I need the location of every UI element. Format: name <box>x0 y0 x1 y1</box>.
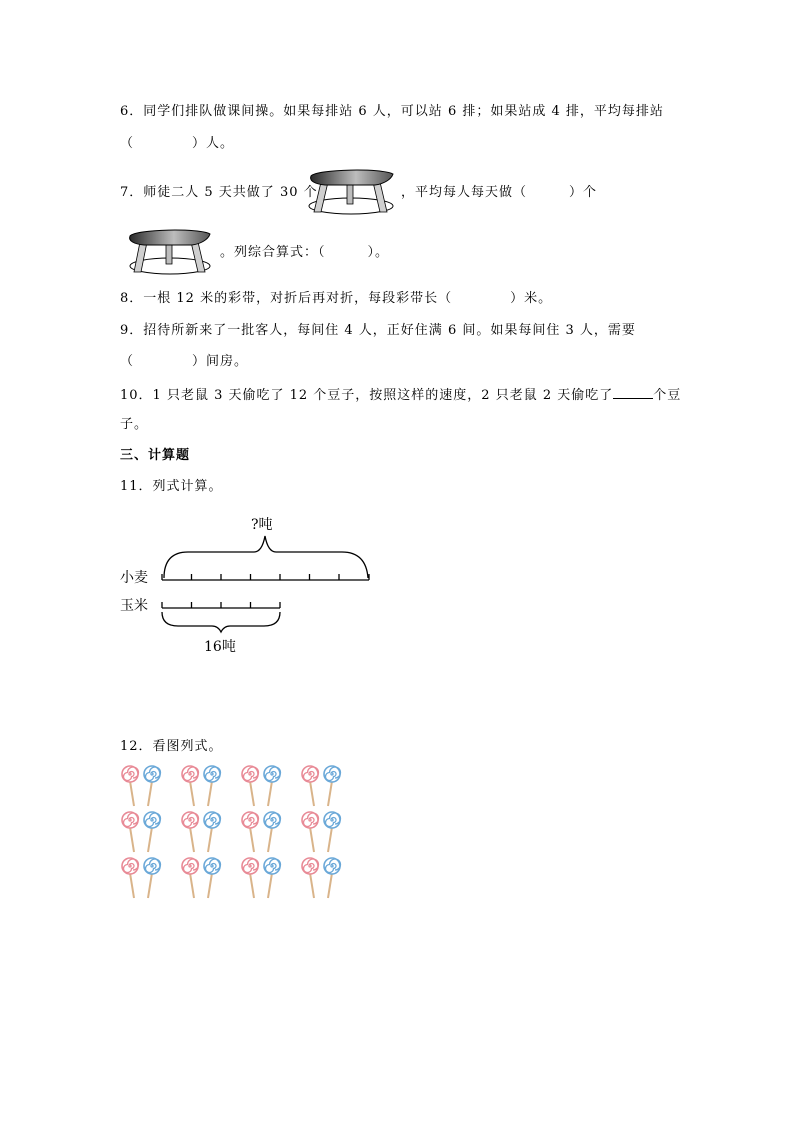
blue-lollipop-icon <box>264 766 281 806</box>
question-7-text-b: ，平均每人每天做（ <box>401 185 528 200</box>
question-12-text <box>120 739 223 755</box>
question-7-text-d: 。列综合算式：（ <box>220 245 326 260</box>
question-6-line1: 6．同学们排队做课间操。如果每排站 6 人，可以站 6 排；如果站成 4 排，平均每排站 <box>120 104 664 119</box>
pink-lollipop-icon <box>242 858 259 898</box>
question-7-text-a: 7．师徒二人 5 天共做了 30 个 <box>120 185 318 200</box>
question-12-label: 12．看图列式。 <box>120 739 223 754</box>
question-6-text <box>120 104 664 120</box>
paren-open: （ <box>120 354 135 369</box>
pink-lollipop-icon <box>242 766 259 806</box>
paren-close: ）人。 <box>192 136 235 151</box>
question-9-answer-line <box>120 354 248 370</box>
blue-lollipop-icon <box>324 858 341 898</box>
blue-lollipop-icon <box>264 858 281 898</box>
question-8-text-a: 8．一根 12 米的彩带，对折后再对折，每段彩带长（ <box>120 291 453 306</box>
question-9-text <box>120 323 636 339</box>
blue-lollipop-icon <box>264 812 281 852</box>
question-7-text-c: ）个 <box>569 185 598 200</box>
pink-lollipop-icon <box>302 812 319 852</box>
question-7-text-e: ）。 <box>367 245 390 260</box>
question-10-line2 <box>120 417 148 433</box>
diagram-top-label: ?吨 <box>251 517 273 533</box>
paren-open: （ <box>120 136 135 151</box>
corn-ticks <box>162 602 280 608</box>
section-title <box>120 448 190 464</box>
question-6-answer-line <box>120 136 234 152</box>
blue-lollipop-icon <box>144 812 161 852</box>
question-8-text-b: ）米。 <box>510 291 553 306</box>
diagram-bottom-label: 16吨 <box>204 639 236 655</box>
blue-lollipop-icon <box>204 766 221 806</box>
question-7-part2 <box>401 185 597 201</box>
question-10-text-a: 10．1 只老鼠 3 天偷吃了 12 个豆子，按照这样的速度，2 只老鼠 2 天偷吃了 <box>120 388 614 403</box>
corn-label: 玉米 <box>120 598 148 614</box>
question-10-text-b: 个豆 <box>653 388 682 403</box>
pink-lollipop-icon <box>302 858 319 898</box>
pink-lollipop-icon <box>122 766 139 806</box>
blue-lollipop-icon <box>204 812 221 852</box>
pink-lollipop-icon <box>182 766 199 806</box>
answer-blank-q10[interactable] <box>613 386 653 399</box>
blue-lollipop-icon <box>204 858 221 898</box>
stool-icon-2 <box>126 228 214 276</box>
wheat-label: 小麦 <box>120 570 148 586</box>
blue-lollipop-icon <box>144 858 161 898</box>
question-9-line1: 9．招待所新来了一批客人，每间住 4 人，正好住满 6 间。如果每间住 3 人，需要 <box>120 323 636 338</box>
question-11-text <box>120 479 223 495</box>
question-8-text <box>120 291 552 307</box>
question-7-part4 <box>220 245 389 261</box>
pink-lollipop-icon <box>122 812 139 852</box>
blue-lollipop-icon <box>144 766 161 806</box>
section-3-title: 三、计算题 <box>120 448 191 463</box>
stool-icon <box>305 168 397 216</box>
question-7-part1 <box>120 185 318 201</box>
pink-lollipop-icon <box>242 812 259 852</box>
blue-lollipop-icon <box>324 812 341 852</box>
pink-lollipop-icon <box>302 766 319 806</box>
line-segment-diagram <box>118 508 388 658</box>
wheat-ticks <box>162 574 369 580</box>
blue-lollipop-icon <box>324 766 341 806</box>
lollipop-grid <box>118 762 358 902</box>
question-10-text-c: 子。 <box>120 417 149 432</box>
question-10-text <box>120 386 681 404</box>
pink-lollipop-icon <box>182 812 199 852</box>
pink-lollipop-icon <box>122 858 139 898</box>
pink-lollipop-icon <box>182 858 199 898</box>
question-11-label: 11．列式计算。 <box>120 479 223 494</box>
paren-close: ）间房。 <box>192 354 249 369</box>
